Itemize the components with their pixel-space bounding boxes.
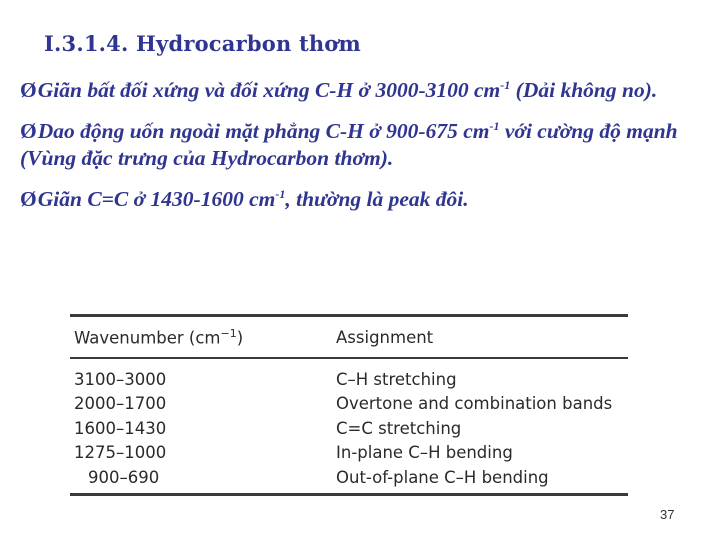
slide-heading: I.3.1.4. Hydrocarbon thơm — [44, 31, 361, 56]
bullet-text: Giãn bất đối xứng và đối xứng C-H ở 3000-3100 cm — [37, 78, 501, 102]
table-row — [70, 416, 628, 441]
arrow-bullet-icon: Ø — [20, 187, 37, 211]
header-wavenumber — [70, 327, 336, 348]
cell-wavenumber-value: 900–690 — [88, 467, 160, 487]
table-row — [70, 441, 628, 466]
table-row — [70, 465, 628, 490]
bullet-item — [20, 118, 710, 172]
cell-assignment: Out-of-plane C–H bending — [336, 467, 549, 487]
arrow-bullet-icon: Ø — [20, 78, 37, 102]
header-wavenumber-superscript: −1 — [220, 326, 237, 340]
header-assignment: Assignment — [336, 327, 434, 347]
bullet-superscript: -1 — [489, 118, 500, 133]
cell-assignment: C–H stretching — [336, 369, 457, 389]
table-body — [70, 359, 628, 493]
table-row — [70, 367, 628, 392]
cell-assignment: Overtone and combination bands — [336, 394, 613, 414]
cell-wavenumber: 1275–1000 — [74, 443, 167, 463]
bullet-item — [20, 77, 710, 104]
bullet-text: Dao động uốn ngoài mặt phẳng C-H ở 900-675 cm — [37, 119, 490, 143]
ir-assignment-table — [70, 314, 628, 496]
bullet-text-tail: với cường độ mạnh (Vùng đặc trưng của Hydrocarbon thơm). — [20, 119, 678, 170]
cell-wavenumber: 2000–1700 — [74, 394, 167, 414]
bullet-item — [20, 186, 710, 213]
cell-assignment: In-plane C–H bending — [336, 443, 513, 463]
cell-wavenumber: 3100–3000 — [74, 369, 167, 389]
bullet-text: Giãn C=C ở 1430-1600 cm — [37, 187, 276, 211]
table-header-row — [70, 317, 628, 357]
bullet-list — [20, 77, 710, 227]
table-bottom-rule — [70, 493, 628, 496]
table-row — [70, 392, 628, 417]
arrow-bullet-icon: Ø — [20, 119, 37, 143]
header-wavenumber-label: Wavenumber (cm — [74, 328, 221, 348]
cell-wavenumber — [70, 468, 336, 487]
bullet-superscript: -1 — [500, 77, 511, 92]
cell-wavenumber: 1600–1430 — [74, 418, 167, 438]
cell-assignment: C=C stretching — [336, 418, 462, 438]
bullet-text-tail: , thường là peak đôi. — [285, 187, 469, 211]
bullet-text-tail: (Dải không no). — [510, 78, 658, 102]
page-number: 37 — [660, 507, 675, 522]
header-wavenumber-close: ) — [236, 328, 244, 348]
bullet-superscript: -1 — [275, 186, 286, 201]
